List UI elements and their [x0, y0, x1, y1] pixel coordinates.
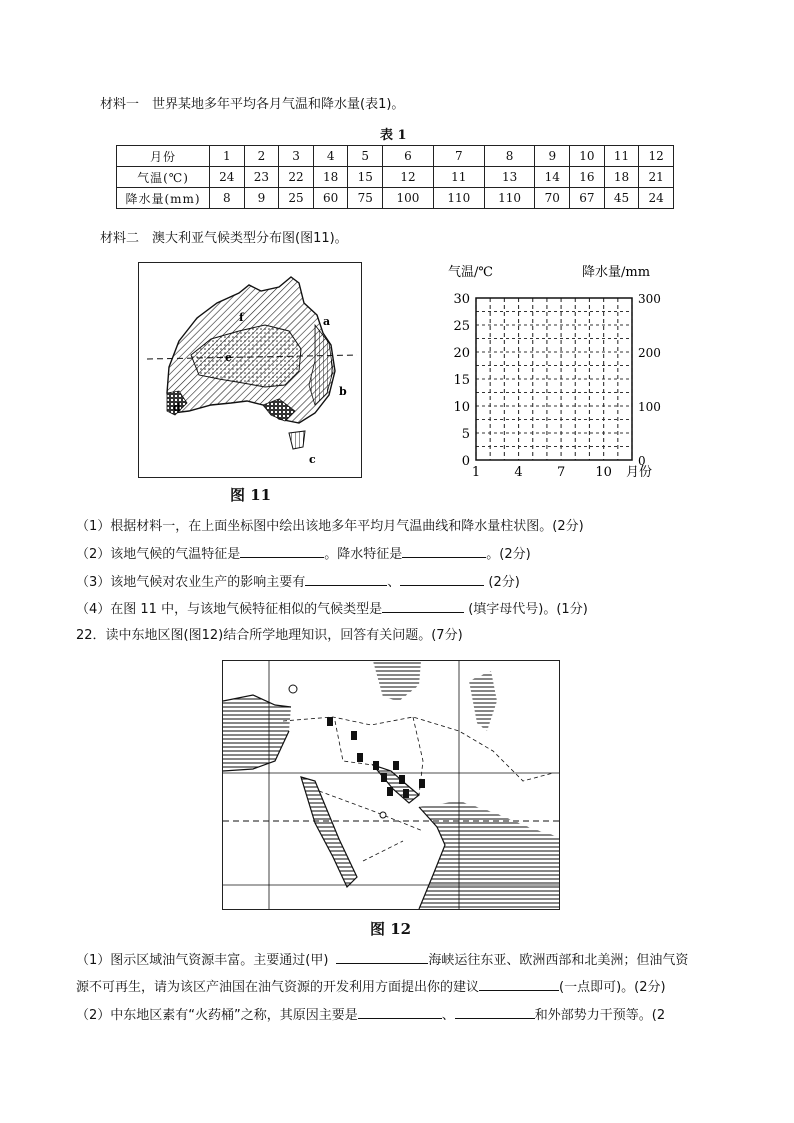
- question-4-b: (填字母代号)。(1分): [464, 602, 588, 617]
- country-border: [335, 717, 423, 795]
- q22-2-text-a: （2）中东地区素有“火药桶”之称，其原因主要是: [76, 1008, 358, 1023]
- fig12-caption: 图 12: [370, 920, 412, 938]
- label-c: c: [309, 453, 316, 466]
- label-e: e: [225, 351, 232, 364]
- australia-climate-map: [138, 262, 362, 478]
- right-tick-label: 100: [638, 400, 661, 414]
- q22-1-text-c: 源不可再生，请为该区产油国在油气资源的开发利用方面提出你的建议: [76, 980, 480, 995]
- row-header-month: 月份: [117, 146, 210, 167]
- precip-cell: 45: [604, 188, 639, 209]
- month-cell: 6: [383, 146, 434, 167]
- climate-table: [116, 145, 674, 209]
- caspian-sea: [469, 671, 497, 731]
- month-cell: 10: [570, 146, 605, 167]
- precip-cell: 110: [433, 188, 484, 209]
- x-tick-label: 10: [595, 465, 612, 480]
- q22-2-text-b: 、: [441, 1008, 455, 1023]
- question-22-2: [76, 1006, 665, 1024]
- answer-blank[interactable]: [336, 951, 428, 964]
- answer-blank[interactable]: [455, 1006, 535, 1019]
- table-row: [117, 188, 674, 209]
- q22-1-text-b: 海峡运往东亚、欧洲西部和北美洲；但油气资: [428, 953, 689, 968]
- black-sea: [373, 661, 421, 701]
- temp-cell: 16: [570, 167, 605, 188]
- precip-cell: 25: [279, 188, 314, 209]
- precip-cell: 9: [244, 188, 279, 209]
- question-4: [76, 600, 588, 618]
- label-b: b: [339, 385, 347, 398]
- question-22-1-line2: [76, 978, 666, 996]
- month-cell: 9: [535, 146, 570, 167]
- left-tick-label: 25: [453, 319, 470, 334]
- left-axis-label: 气温/℃: [448, 265, 493, 280]
- australia-map-svg: [139, 263, 361, 477]
- temp-cell: 12: [383, 167, 434, 188]
- month-cell: 11: [604, 146, 639, 167]
- answer-blank[interactable]: [358, 1006, 442, 1019]
- month-cell: 1: [210, 146, 245, 167]
- arabian-sea: [419, 801, 559, 909]
- oil-icon: [373, 761, 379, 770]
- question-4-a: （4）在图 11 中，与该地气候特征相似的气候类型是: [76, 602, 383, 617]
- label-d: d: [173, 401, 181, 414]
- answer-blank[interactable]: [479, 978, 559, 991]
- oil-icon: [327, 717, 333, 726]
- left-tick-label: 15: [453, 373, 470, 388]
- precip-cell: 60: [313, 188, 348, 209]
- row-header-precipitation: 降水量(mm): [117, 188, 210, 209]
- temp-cell: 22: [279, 167, 314, 188]
- question-3: [76, 573, 520, 591]
- mediterranean-sea: [223, 695, 291, 771]
- question-3-a: （3）该地气候对农业生产的影响主要有: [76, 575, 306, 590]
- fig11-caption: 图 11: [230, 486, 272, 504]
- temp-cell: 23: [244, 167, 279, 188]
- question-22-1-line1: [76, 951, 688, 969]
- oil-field-icons: [327, 717, 425, 798]
- precip-cell: 24: [639, 188, 674, 209]
- left-tick-label: 0: [461, 454, 470, 469]
- right-tick-label: 300: [638, 292, 661, 306]
- answer-blank[interactable]: [240, 545, 324, 558]
- table-row: [117, 146, 674, 167]
- temp-cell: 11: [433, 167, 484, 188]
- persian-gulf: [373, 765, 419, 803]
- oil-icon: [387, 787, 393, 796]
- blank-climograph: [440, 264, 672, 484]
- temp-cell: 14: [535, 167, 570, 188]
- table-row: [117, 167, 674, 188]
- precip-cell: 8: [210, 188, 245, 209]
- precip-cell: 100: [383, 188, 434, 209]
- question-2-c: 。(2分): [486, 547, 531, 562]
- middle-east-map-svg: [223, 661, 559, 909]
- month-cell: 2: [244, 146, 279, 167]
- question-1: （1）根据材料一，在上面坐标图中绘出该地多年平均月气温曲线和降水量柱状图。(2分): [76, 519, 584, 534]
- month-cell: 4: [313, 146, 348, 167]
- table1-caption: 表 1: [380, 128, 407, 143]
- x-tick-label: 4: [514, 465, 523, 480]
- answer-blank[interactable]: [305, 573, 387, 586]
- city-marker: [380, 812, 386, 818]
- red-sea: [301, 777, 357, 887]
- temp-cell: 13: [484, 167, 535, 188]
- row-header-temperature: 气温(℃): [117, 167, 210, 188]
- country-border: [283, 717, 553, 781]
- answer-blank[interactable]: [400, 573, 484, 586]
- month-cell: 7: [433, 146, 484, 167]
- left-tick-label: 20: [453, 346, 470, 361]
- right-tick-label: 200: [638, 346, 661, 360]
- q22-1-text-d: (一点即可)。(2分): [559, 980, 666, 995]
- month-cell: 12: [639, 146, 674, 167]
- precip-cell: 110: [484, 188, 535, 209]
- q22-2-text-c: 和外部势力干预等。(2: [534, 1008, 666, 1023]
- chart-grid: [453, 292, 660, 480]
- oil-icon: [393, 761, 399, 770]
- precip-cell: 67: [570, 188, 605, 209]
- temp-cell: 21: [639, 167, 674, 188]
- question-3-b: 、: [387, 575, 401, 590]
- left-tick-label: 30: [453, 292, 470, 307]
- month-cell: 3: [279, 146, 314, 167]
- temp-cell: 24: [210, 167, 245, 188]
- city-marker: [289, 685, 297, 693]
- label-a: a: [323, 315, 331, 328]
- right-tick-label: 0: [638, 454, 646, 468]
- question-22-title: 22．读中东地区图(图12)结合所学地理知识，回答有关问题。(7分): [76, 628, 463, 643]
- oil-icon: [399, 775, 405, 784]
- question-2: [76, 545, 531, 563]
- material2-title: 材料二 澳大利亚气候类型分布图(图11)。: [100, 231, 348, 246]
- oil-icon: [403, 789, 409, 798]
- tasmania: [289, 431, 305, 449]
- oil-icon: [381, 773, 387, 782]
- left-tick-label: 10: [453, 400, 470, 415]
- precip-cell: 70: [535, 188, 570, 209]
- oil-icon: [351, 731, 357, 740]
- right-axis-label: 降水量/mm: [582, 265, 651, 280]
- precip-cell: 75: [348, 188, 383, 209]
- temp-cell: 15: [348, 167, 383, 188]
- answer-blank[interactable]: [402, 545, 486, 558]
- question-3-c: (2分): [484, 575, 520, 590]
- x-tick-label: 7: [556, 465, 566, 480]
- left-tick-label: 5: [461, 427, 470, 442]
- x-tick-label: 1: [471, 465, 481, 480]
- label-f: f: [239, 311, 244, 324]
- material1-title: 材料一 世界某地多年平均各月气温和降水量(表1)。: [100, 97, 405, 112]
- oil-icon: [357, 753, 363, 762]
- answer-blank[interactable]: [382, 600, 464, 613]
- question-2-b: 。降水特征是: [324, 547, 403, 562]
- month-cell: 5: [348, 146, 383, 167]
- x-axis-label: 月份: [626, 465, 653, 480]
- temp-cell: 18: [604, 167, 639, 188]
- q22-1-text-a: （1）图示区域油气资源丰富。主要通过(甲): [76, 953, 329, 968]
- month-cell: 8: [484, 146, 535, 167]
- oil-icon: [419, 779, 425, 788]
- middle-east-map: [222, 660, 560, 910]
- question-2-a: （2）该地气候的气温特征是: [76, 547, 241, 562]
- temp-cell: 18: [313, 167, 348, 188]
